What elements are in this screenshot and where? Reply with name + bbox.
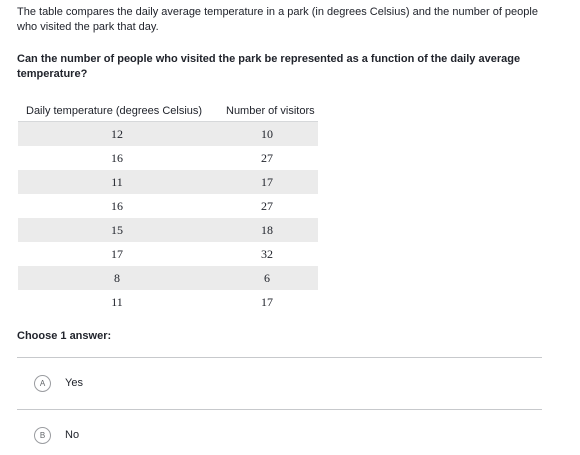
option-label-b: No (65, 429, 80, 441)
table-row (18, 290, 318, 314)
temperature-cell: 11 (18, 170, 216, 194)
table-row (18, 194, 318, 218)
visitors-cell: 27 (261, 198, 273, 213)
temperature-cell: 11 (111, 294, 123, 309)
question-text: Can the number of people who visited the park be represented as a function of the daily average temperature? (17, 53, 521, 80)
visitors-cell: 17 (216, 170, 318, 194)
answer-option-b[interactable] (17, 415, 542, 455)
visitors-cell: 18 (216, 218, 318, 242)
visitors-cell: 10 (216, 122, 318, 147)
option-label-a: Yes (65, 377, 83, 389)
temperature-cell: 8 (18, 266, 216, 290)
table-row (18, 146, 318, 170)
header-visitors: Number of visitors (216, 101, 318, 122)
table-header-row (18, 101, 318, 122)
table-row (18, 242, 318, 266)
visitors-cell: 27 (261, 150, 273, 165)
temperature-cell: 16 (111, 150, 123, 165)
temperature-cell: 16 (111, 198, 123, 213)
option-letter-a: A (34, 375, 51, 392)
visitors-cell: 17 (261, 294, 273, 309)
visitors-cell: 6 (216, 266, 318, 290)
temperature-cell: 15 (18, 218, 216, 242)
table-row (18, 170, 318, 194)
choose-label: Choose 1 answer: (17, 330, 112, 342)
table-row (18, 266, 318, 290)
problem-intro: The table compares the daily average temperature in a park (in degrees Celsius) and the number of people who visited the park that day. (17, 6, 538, 33)
temperature-cell: 12 (18, 122, 216, 147)
divider (17, 357, 542, 358)
divider (17, 409, 542, 410)
header-temperature: Daily temperature (degrees Celsius) (18, 101, 216, 122)
option-letter-b: B (34, 427, 51, 444)
answer-option-a[interactable] (17, 363, 542, 403)
data-table (18, 101, 318, 314)
visitors-cell: 32 (261, 246, 273, 261)
temperature-cell: 17 (111, 246, 123, 261)
table-row (18, 218, 318, 242)
table-row (18, 122, 318, 147)
